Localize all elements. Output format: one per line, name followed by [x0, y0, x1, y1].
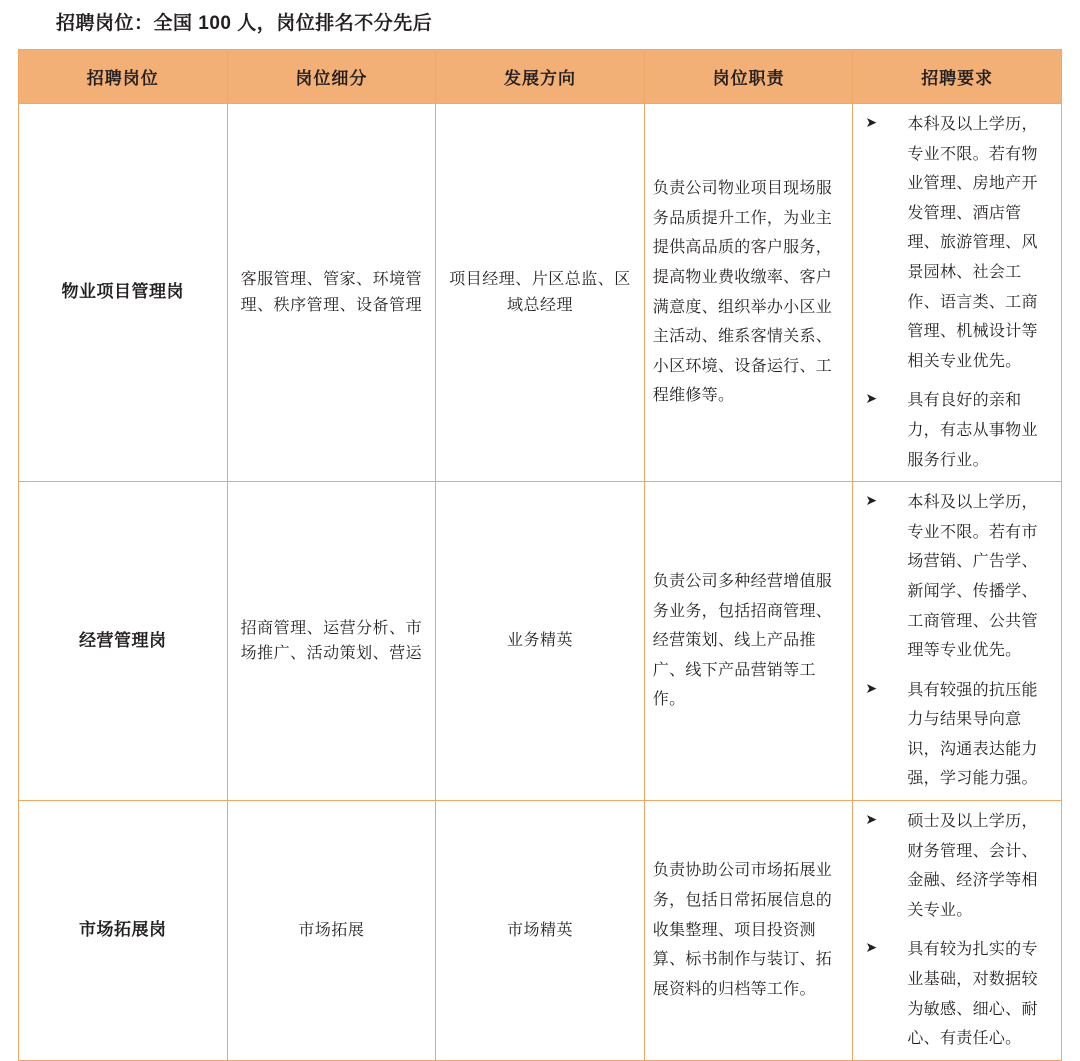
arrow-bullet-icon: ➤: [865, 492, 878, 509]
requirement-text: 具有良好的亲和力，有志从事物业服务行业。: [907, 392, 1038, 469]
cell-direction: 项目经理、片区总监、区域总经理: [436, 104, 645, 482]
list-item: [861, 110, 1053, 376]
cell-requirements: [853, 104, 1062, 482]
cell-requirements: [853, 482, 1062, 801]
cell-duty: 负责协助公司市场拓展业务，包括日常拓展信息的收集整理、项目投资测算、标书制作与装订、拓展资料的归档等工作。: [644, 801, 853, 1061]
arrow-bullet-icon: ➤: [865, 114, 878, 130]
requirements-list: [861, 110, 1053, 475]
list-item: [861, 935, 1053, 1053]
table-body: [19, 104, 1062, 1061]
list-item: [861, 807, 1053, 925]
arrow-bullet-icon: ➤: [865, 390, 878, 407]
table-header-row: [19, 50, 1062, 104]
cell-direction: 业务精英: [436, 482, 645, 801]
arrow-bullet-icon: ➤: [865, 811, 878, 828]
requirements-list: [861, 488, 1053, 794]
cell-post: 市场拓展岗: [19, 801, 228, 1061]
column-header-direction: 发展方向: [436, 50, 645, 104]
arrow-bullet-icon: ➤: [865, 679, 878, 696]
requirement-text: 本科及以上学历，专业不限。若有市场营销、广告学、新闻学、传播学、工商管理、公共管理等专业优先。: [907, 494, 1038, 660]
requirements-list: [861, 807, 1053, 1054]
cell-post: 物业项目管理岗: [19, 104, 228, 482]
table-row: [19, 104, 1062, 482]
page-title: 招聘岗位：全国 100 人，岗位排名不分先后: [56, 13, 433, 34]
column-header-duty: 岗位职责: [644, 50, 853, 104]
recruitment-table: [18, 49, 1062, 1061]
cell-subdivision: 市场拓展: [227, 801, 436, 1061]
table-header: [19, 50, 1062, 104]
arrow-bullet-icon: ➤: [865, 939, 878, 956]
requirement-text: 具有较为扎实的专业基础，对数据较为敏感、细心、耐心、有责任心。: [907, 941, 1038, 1048]
cell-duty: 负责公司物业项目现场服务品质提升工作，为业主提供高品质的客户服务，提高物业费收缴率、客户满意度、组织举办小区业主活动、维系客情关系、小区环境、设备运行、工程维修等。: [644, 104, 853, 482]
column-header-post: 招聘岗位: [19, 50, 228, 104]
cell-duty: 负责公司多种经营增值服务业务，包括招商管理、经营策划、线上产品推广、线下产品营销等工作。: [644, 482, 853, 801]
list-item: [861, 676, 1053, 794]
requirement-text: 硕士及以上学历，财务管理、会计、金融、经济学等相关专业。: [907, 813, 1038, 919]
table-row: [19, 801, 1062, 1061]
cell-subdivision: 招商管理、运营分析、市场推广、活动策划、营运: [227, 482, 436, 801]
cell-requirements: [853, 801, 1062, 1061]
column-header-subdivision: 岗位细分: [227, 50, 436, 104]
requirement-text: 具有较强的抗压能力与结果导向意识，沟通表达能力强，学习能力强。: [907, 681, 1038, 788]
cell-subdivision: 客服管理、管家、环境管理、秩序管理、设备管理: [227, 104, 436, 482]
list-item: [861, 386, 1053, 475]
cell-direction: 市场精英: [436, 801, 645, 1061]
table-row: [19, 482, 1062, 801]
column-header-requirements: 招聘要求: [853, 50, 1062, 104]
requirement-text: 本科及以上学历，专业不限。若有物业管理、房地产开发管理、酒店管理、旅游管理、风景园林、社会工作、语言类、工商管理、机械设计等相关专业优先。: [907, 116, 1038, 370]
cell-post: 经营管理岗: [19, 482, 228, 801]
list-item: [861, 488, 1053, 666]
